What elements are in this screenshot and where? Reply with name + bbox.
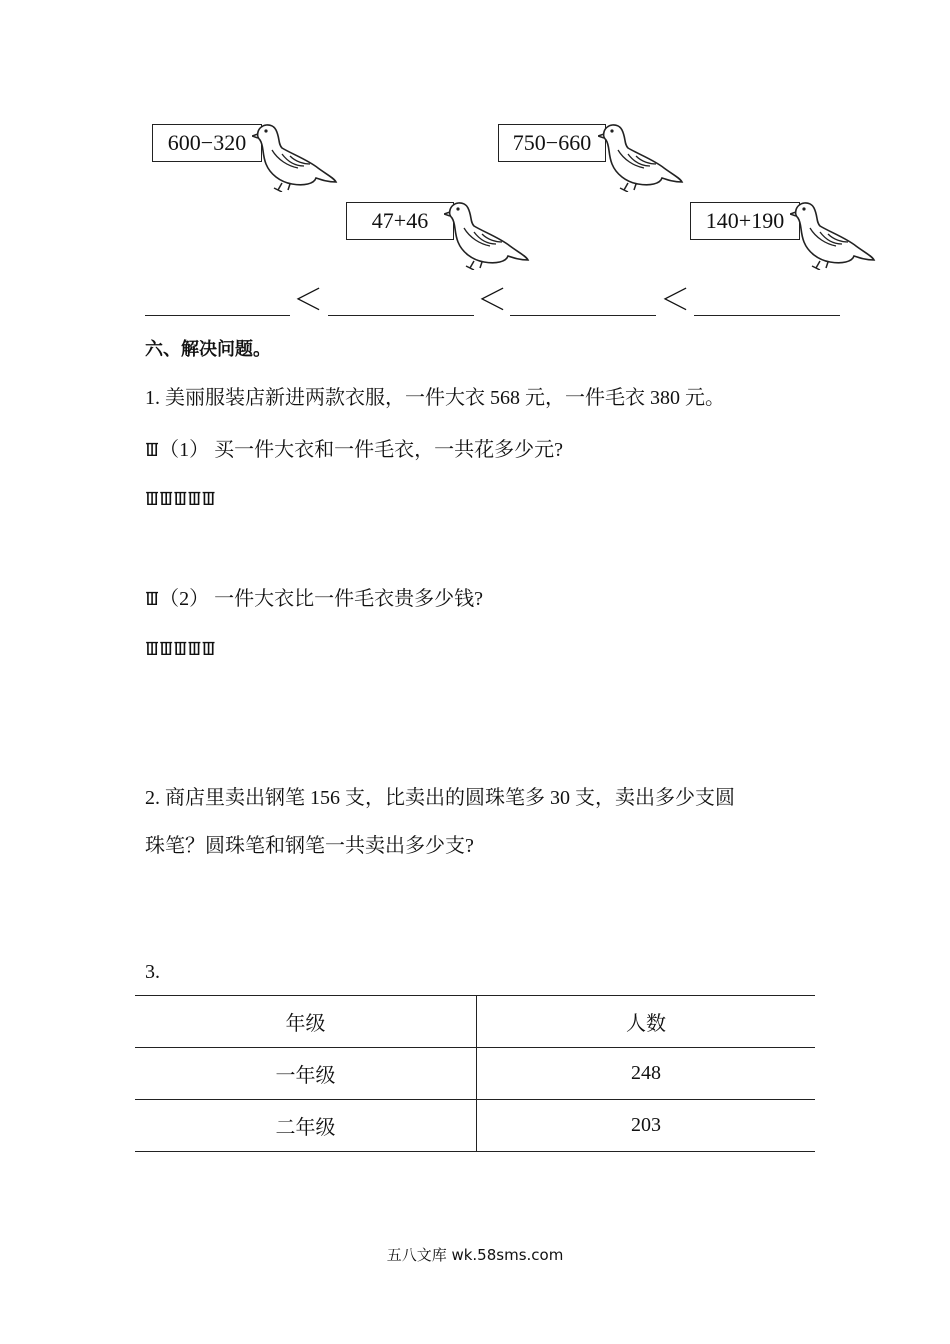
question-1-part-1: [145, 435, 563, 464]
expression-box-3: 47+46: [346, 202, 454, 240]
bird-icon: [444, 198, 530, 270]
part-1-text: （1） 买一件大衣和一件毛衣，一共花多少元?: [159, 439, 564, 461]
less-than-sign: ＜: [477, 284, 507, 317]
footer-watermark: 五八文库 wk.58sms.com: [386, 1246, 564, 1264]
table-cell-count: 203: [477, 1100, 816, 1152]
grade-table: [135, 995, 815, 1152]
question-2-line-2: 珠笔？圆珠笔和钢笔一共卖出多少支?: [145, 835, 474, 857]
ornament-icon: ꯡ: [145, 437, 160, 461]
expression-box-4: 140+190: [690, 202, 800, 240]
answer-blank-3[interactable]: [510, 315, 656, 316]
question-2-line-1: 2. 商店里卖出钢笔 156 支，比卖出的圆珠笔多 30 支，卖出多少支圆: [145, 787, 735, 809]
ornament-row-icon: ꯡꯡꯡꯡꯡ: [145, 636, 216, 660]
question-1-part-2: [145, 584, 483, 613]
ornament-icon: ꯡ: [145, 586, 160, 610]
header-count: 人数: [477, 996, 816, 1048]
table-cell-grade: 一年级: [135, 1048, 477, 1100]
bird-icon: [598, 120, 684, 192]
table-row: [135, 1048, 815, 1100]
less-than-sign: ＜: [293, 284, 323, 317]
answer-blank-2[interactable]: [328, 315, 474, 316]
question-1-text: 1. 美丽服装店新进两款衣服，一件大衣 568 元，一件毛衣 380 元。: [145, 387, 725, 409]
expression-box-2: 750−660: [498, 124, 606, 162]
expression-box-1: 600−320: [152, 124, 262, 162]
less-than-sign: ＜: [660, 284, 690, 317]
header-grade: 年级: [135, 996, 477, 1048]
table-cell-count: 248: [477, 1048, 816, 1100]
section-title: 六、解决问题。: [145, 339, 271, 360]
bird-icon: [790, 198, 876, 270]
table-row: [135, 1100, 815, 1152]
answer-blank-4[interactable]: [694, 315, 840, 316]
question-3-label: 3.: [145, 961, 160, 983]
answer-blank-1[interactable]: [145, 315, 290, 316]
table-cell-grade: 二年级: [135, 1100, 477, 1152]
ornament-row-icon: ꯡꯡꯡꯡꯡ: [145, 486, 216, 510]
table-header-row: [135, 996, 815, 1048]
part-2-text: （2） 一件大衣比一件毛衣贵多少钱?: [159, 588, 484, 610]
bird-icon: [252, 120, 338, 192]
